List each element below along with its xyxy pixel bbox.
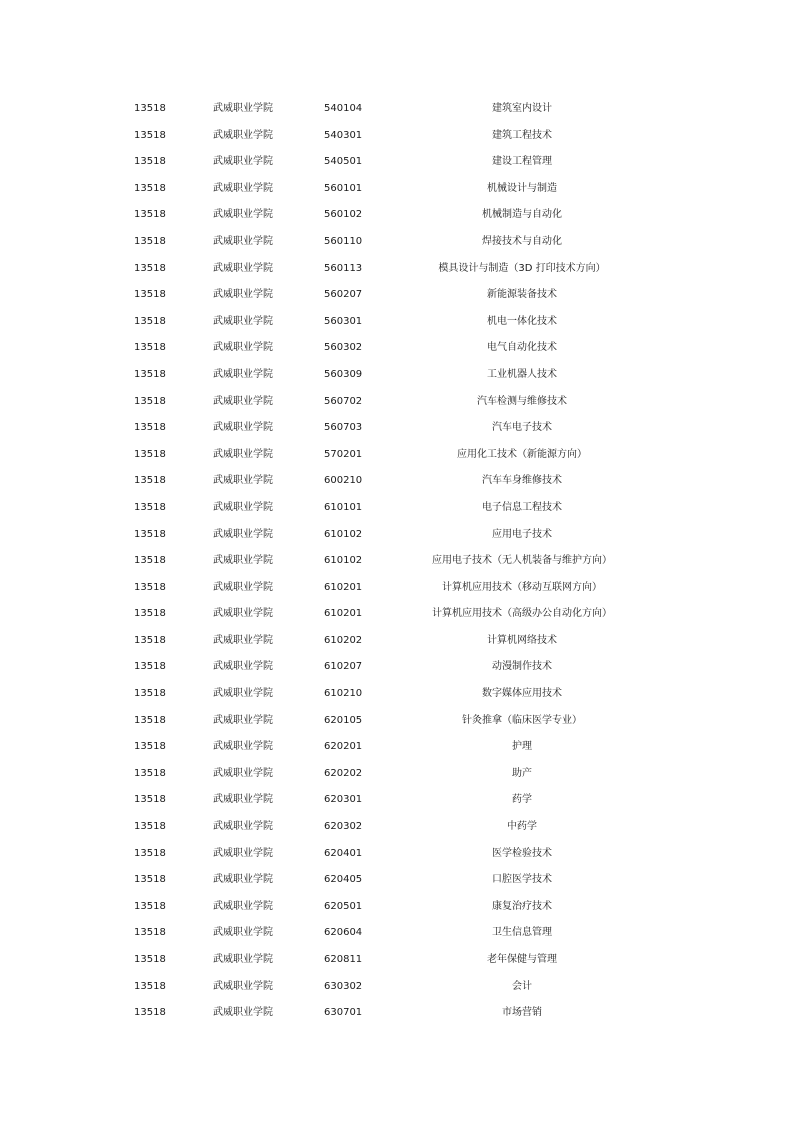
school-code-cell: 13518 xyxy=(134,156,166,168)
school-name-cell: 武威职业学院 xyxy=(213,235,273,247)
school-code-cell: 13518 xyxy=(134,395,166,407)
table-row xyxy=(0,362,794,389)
school-name-cell: 武威职业学院 xyxy=(213,422,273,434)
major-name-cell: 应用电子技术（无人机装备与维护方向） xyxy=(432,555,612,567)
major-name-cell: 数字媒体应用技术 xyxy=(482,688,562,700)
major-name-cell: 医学检验技术 xyxy=(492,847,552,859)
table-row xyxy=(0,814,794,841)
school-code-cell: 13518 xyxy=(134,608,166,620)
school-name-cell: 武威职业学院 xyxy=(213,608,273,620)
major-name-cell: 建筑工程技术 xyxy=(492,129,552,141)
table-row xyxy=(0,335,794,362)
major-name-cell: 助产 xyxy=(512,767,532,779)
school-code-cell: 13518 xyxy=(134,767,166,779)
table-row xyxy=(0,601,794,628)
table-row xyxy=(0,708,794,735)
major-name-cell: 计算机网络技术 xyxy=(487,634,557,646)
major-name-cell: 工业机器人技术 xyxy=(487,368,557,380)
school-name-cell: 武威职业学院 xyxy=(213,475,273,487)
school-code-cell: 13518 xyxy=(134,954,166,965)
school-code-cell: 13518 xyxy=(134,688,166,700)
table-row xyxy=(0,974,794,1001)
school-code-cell: 13518 xyxy=(134,209,166,221)
school-code-cell: 13518 xyxy=(134,900,166,912)
major-code-cell: 560309 xyxy=(324,368,363,380)
major-name-cell: 会计 xyxy=(512,980,532,992)
table-row xyxy=(0,123,794,150)
table-row xyxy=(0,309,794,336)
major-code-cell: 570201 xyxy=(324,448,363,460)
school-code-cell: 13518 xyxy=(134,103,166,114)
major-code-cell: 540301 xyxy=(324,129,363,141)
major-name-cell: 模具设计与制造（3D 打印技术方向） xyxy=(438,262,606,274)
major-name-cell: 计算机应用技术（高级办公自动化方向） xyxy=(432,608,612,620)
school-code-cell: 13518 xyxy=(134,475,166,487)
school-name-cell: 武威职业学院 xyxy=(213,209,273,221)
table-row xyxy=(0,282,794,309)
major-code-cell: 630302 xyxy=(324,980,363,992)
major-code-cell: 560702 xyxy=(324,395,363,407)
school-name-cell: 武威职业学院 xyxy=(213,129,273,141)
school-code-cell: 13518 xyxy=(134,528,166,540)
major-code-cell: 560113 xyxy=(324,262,363,274)
table-row xyxy=(0,628,794,655)
major-code-cell: 620202 xyxy=(324,767,363,779)
major-name-cell: 应用电子技术 xyxy=(492,528,552,540)
major-name-cell: 护理 xyxy=(512,741,532,753)
school-name-cell: 武威职业学院 xyxy=(213,342,273,354)
major-list-table xyxy=(0,96,794,1027)
table-row xyxy=(0,389,794,416)
major-code-cell: 620501 xyxy=(324,900,363,912)
school-name-cell: 武威职业学院 xyxy=(213,262,273,274)
major-name-cell: 计算机应用技术（移动互联网方向） xyxy=(442,581,602,593)
major-name-cell: 市场营销 xyxy=(502,1007,542,1019)
school-code-cell: 13518 xyxy=(134,821,166,833)
major-name-cell: 焊接技术与自动化 xyxy=(482,235,562,247)
major-code-cell: 560207 xyxy=(324,289,363,301)
table-row xyxy=(0,548,794,575)
major-name-cell: 口腔医学技术 xyxy=(492,874,552,886)
school-name-cell: 武威职业学院 xyxy=(213,980,273,992)
school-name-cell: 武威职业学院 xyxy=(213,103,273,114)
school-name-cell: 武威职业学院 xyxy=(213,182,273,194)
school-name-cell: 武威职业学院 xyxy=(213,954,273,965)
major-name-cell: 应用化工技术（新能源方向） xyxy=(457,448,587,460)
table-row xyxy=(0,867,794,894)
major-code-cell: 610207 xyxy=(324,661,363,673)
major-name-cell: 药学 xyxy=(512,794,532,806)
major-name-cell: 汽车车身维修技术 xyxy=(482,475,562,487)
school-name-cell: 武威职业学院 xyxy=(213,661,273,673)
school-code-cell: 13518 xyxy=(134,262,166,274)
table-row xyxy=(0,468,794,495)
table-row xyxy=(0,1000,794,1027)
school-name-cell: 武威职业学院 xyxy=(213,634,273,646)
major-code-cell: 620301 xyxy=(324,794,363,806)
school-name-cell: 武威职业学院 xyxy=(213,767,273,779)
school-code-cell: 13518 xyxy=(134,581,166,593)
table-row xyxy=(0,495,794,522)
major-name-cell: 针灸推拿（临床医学专业） xyxy=(462,714,582,726)
school-code-cell: 13518 xyxy=(134,741,166,753)
major-name-cell: 康复治疗技术 xyxy=(492,900,552,912)
school-name-cell: 武威职业学院 xyxy=(213,794,273,806)
school-code-cell: 13518 xyxy=(134,794,166,806)
table-row xyxy=(0,575,794,602)
major-code-cell: 620811 xyxy=(324,954,363,965)
major-name-cell: 汽车电子技术 xyxy=(492,422,552,434)
school-name-cell: 武威职业学院 xyxy=(213,847,273,859)
school-name-cell: 武威职业学院 xyxy=(213,821,273,833)
major-name-cell: 老年保健与管理 xyxy=(487,954,557,965)
major-name-cell: 机电一体化技术 xyxy=(487,315,557,327)
school-code-cell: 13518 xyxy=(134,422,166,434)
school-code-cell: 13518 xyxy=(134,1007,166,1019)
major-code-cell: 620401 xyxy=(324,847,363,859)
major-code-cell: 560302 xyxy=(324,342,363,354)
school-name-cell: 武威职业学院 xyxy=(213,874,273,886)
table-row xyxy=(0,654,794,681)
school-name-cell: 武威职业学院 xyxy=(213,528,273,540)
table-row xyxy=(0,894,794,921)
school-name-cell: 武威职业学院 xyxy=(213,741,273,753)
school-name-cell: 武威职业学院 xyxy=(213,501,273,513)
major-name-cell: 中药学 xyxy=(507,821,537,833)
school-code-cell: 13518 xyxy=(134,874,166,886)
major-code-cell: 620405 xyxy=(324,874,363,886)
major-name-cell: 汽车检测与维修技术 xyxy=(477,395,567,407)
school-code-cell: 13518 xyxy=(134,980,166,992)
school-name-cell: 武威职业学院 xyxy=(213,714,273,726)
school-code-cell: 13518 xyxy=(134,448,166,460)
school-name-cell: 武威职业学院 xyxy=(213,555,273,567)
school-name-cell: 武威职业学院 xyxy=(213,368,273,380)
major-code-cell: 610102 xyxy=(324,528,363,540)
school-name-cell: 武威职业学院 xyxy=(213,289,273,301)
major-name-cell: 电子信息工程技术 xyxy=(482,501,562,513)
school-code-cell: 13518 xyxy=(134,342,166,354)
school-name-cell: 武威职业学院 xyxy=(213,156,273,168)
school-code-cell: 13518 xyxy=(134,235,166,247)
school-name-cell: 武威职业学院 xyxy=(213,395,273,407)
major-code-cell: 610102 xyxy=(324,555,363,567)
major-code-cell: 560703 xyxy=(324,422,363,434)
major-code-cell: 540104 xyxy=(324,103,363,114)
major-code-cell: 610101 xyxy=(324,501,363,513)
major-code-cell: 620201 xyxy=(324,741,363,753)
major-name-cell: 建筑室内设计 xyxy=(492,103,552,114)
major-name-cell: 卫生信息管理 xyxy=(492,927,552,939)
major-code-cell: 560101 xyxy=(324,182,363,194)
major-name-cell: 新能源装备技术 xyxy=(487,289,557,301)
major-code-cell: 620604 xyxy=(324,927,363,939)
major-code-cell: 620302 xyxy=(324,821,363,833)
school-code-cell: 13518 xyxy=(134,661,166,673)
major-name-cell: 机械制造与自动化 xyxy=(482,209,562,221)
table-row xyxy=(0,841,794,868)
major-code-cell: 540501 xyxy=(324,156,363,168)
school-name-cell: 武威职业学院 xyxy=(213,581,273,593)
school-name-cell: 武威职业学院 xyxy=(213,448,273,460)
school-code-cell: 13518 xyxy=(134,634,166,646)
table-row xyxy=(0,229,794,256)
school-name-cell: 武威职业学院 xyxy=(213,900,273,912)
table-row xyxy=(0,681,794,708)
major-code-cell: 560102 xyxy=(324,209,363,221)
major-name-cell: 动漫制作技术 xyxy=(492,661,552,673)
table-row xyxy=(0,256,794,283)
school-code-cell: 13518 xyxy=(134,501,166,513)
major-code-cell: 600210 xyxy=(324,475,363,487)
major-name-cell: 机械设计与制造 xyxy=(487,182,557,194)
school-code-cell: 13518 xyxy=(134,129,166,141)
school-code-cell: 13518 xyxy=(134,927,166,939)
school-name-cell: 武威职业学院 xyxy=(213,927,273,939)
table-row xyxy=(0,415,794,442)
table-row xyxy=(0,442,794,469)
major-code-cell: 630701 xyxy=(324,1007,363,1019)
major-code-cell: 560110 xyxy=(324,235,363,247)
school-code-cell: 13518 xyxy=(134,555,166,567)
table-row xyxy=(0,176,794,203)
school-code-cell: 13518 xyxy=(134,847,166,859)
table-row xyxy=(0,787,794,814)
school-name-cell: 武威职业学院 xyxy=(213,1007,273,1019)
table-row xyxy=(0,734,794,761)
school-code-cell: 13518 xyxy=(134,714,166,726)
school-code-cell: 13518 xyxy=(134,368,166,380)
school-code-cell: 13518 xyxy=(134,289,166,301)
table-row xyxy=(0,920,794,947)
school-name-cell: 武威职业学院 xyxy=(213,315,273,327)
school-code-cell: 13518 xyxy=(134,182,166,194)
table-row xyxy=(0,149,794,176)
major-name-cell: 建设工程管理 xyxy=(492,156,552,168)
table-row xyxy=(0,96,794,123)
major-code-cell: 610210 xyxy=(324,688,363,700)
major-code-cell: 610201 xyxy=(324,581,363,593)
table-row xyxy=(0,202,794,229)
school-code-cell: 13518 xyxy=(134,315,166,327)
major-name-cell: 电气自动化技术 xyxy=(487,342,557,354)
major-code-cell: 610201 xyxy=(324,608,363,620)
major-code-cell: 560301 xyxy=(324,315,363,327)
major-code-cell: 620105 xyxy=(324,714,363,726)
table-row xyxy=(0,522,794,549)
table-row xyxy=(0,947,794,974)
table-row xyxy=(0,761,794,788)
major-code-cell: 610202 xyxy=(324,634,363,646)
school-name-cell: 武威职业学院 xyxy=(213,688,273,700)
